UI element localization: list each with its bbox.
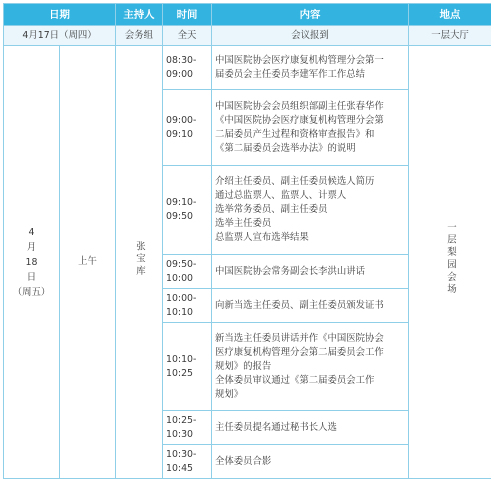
item-content-line: 《第二届委员会选举办法》的说明 (215, 142, 356, 154)
item-time-end: 10:25 (166, 367, 194, 379)
item-content (212, 46, 409, 90)
item-time-start: 09:10- (166, 197, 197, 208)
day2-session-cell (60, 46, 116, 479)
meeting-schedule-table (3, 3, 491, 479)
item-content-line: 规划》的报告 (215, 360, 272, 372)
item-time-start: 10:10- (166, 353, 197, 365)
header-date: 日期 (4, 4, 116, 26)
header-row (4, 4, 492, 26)
item-content-line: 全体委员合影 (215, 455, 272, 467)
registration-date: 4月17日 (22, 29, 60, 41)
item-content-line: 届委员会主任委员李建军作工作总结 (215, 68, 366, 80)
item-content-line: 新当选主任委员讲话并作《中国医院协会 (215, 332, 384, 344)
header-content: 内容 (212, 4, 409, 26)
header-host: 主持人 (116, 4, 163, 26)
day2-session: 上午 (78, 256, 97, 267)
day2-location-cell (409, 46, 492, 479)
item-time-start: 10:30- (166, 448, 197, 460)
item-content-line: 总监票人宣布选举结果 (215, 232, 309, 243)
day2-date-line1: 4 (28, 226, 35, 238)
item-content (212, 90, 409, 166)
day2-date-line2: 月 (26, 241, 37, 253)
item-content-line: 中国医院协会会员组织部副主任张春华作 (215, 100, 384, 112)
item-content (212, 445, 409, 479)
item-time-end: 10:45 (166, 462, 194, 474)
item-content-line: 通过总监票人、监票人、计票人 (215, 190, 347, 201)
item-content (212, 289, 409, 323)
item-content (212, 411, 409, 445)
item-content-line: 选举常务委员、副主任委员 (215, 204, 328, 215)
item-content-line: 向新当选主任委员、副主任委员颁发证书 (215, 299, 384, 311)
day2-date-line4: 日 (26, 271, 37, 283)
day2-date-cell (4, 46, 60, 479)
day2-date-line5: （周五） (12, 286, 51, 298)
item-time (163, 90, 212, 166)
header-time: 时间 (163, 4, 212, 26)
item-time-start: 10:00- (166, 292, 197, 304)
item-content-line: 全体委员审议通过《第二届委员会工作 (215, 374, 375, 386)
item-content-line: 医疗康复机构管理分会第二届委员会工作 (215, 346, 384, 358)
item-time-start: 08:30- (166, 54, 197, 66)
day2-location: 一层梨园会场 (445, 222, 456, 297)
item-content-line: 《中国医院协会医疗康复机构管理分会第 (215, 114, 384, 126)
item-time-end: 09:00 (166, 68, 194, 80)
item-content-line: 中国医院协会医疗康复机构管理分会第一 (215, 54, 384, 66)
item-time (163, 46, 212, 90)
item-time (163, 166, 212, 255)
item-time-start: 10:25- (166, 414, 197, 426)
schedule-wrapper (3, 3, 491, 495)
item-time-end: 10:10 (166, 306, 194, 318)
item-time (163, 289, 212, 323)
item-time (163, 255, 212, 289)
registration-weekday: （周四） (59, 29, 97, 41)
item-content (212, 323, 409, 411)
item-time-end: 10:30 (166, 428, 194, 440)
item-time-end: 09:10 (166, 128, 194, 140)
item-content-line: 选举主任委员 (215, 218, 272, 229)
table-row (4, 46, 492, 90)
day2-date-line3: 18 (25, 256, 38, 268)
item-time (163, 445, 212, 479)
registration-content: 会议报到 (212, 26, 409, 46)
day2-host: 张宝库 (134, 240, 145, 279)
item-time-start: 09:50- (166, 258, 197, 270)
item-time (163, 411, 212, 445)
item-content-line: 主任委员提名通过秘书长人选 (215, 421, 337, 433)
item-time-end: 09:50 (166, 211, 194, 222)
item-content-line: 介绍主任委员、副主任委员候选人简历 (215, 176, 375, 187)
item-time (163, 323, 212, 411)
day2-host-cell (116, 46, 163, 479)
registration-row (4, 26, 492, 46)
item-content (212, 166, 409, 255)
registration-date-cell (4, 26, 116, 46)
header-location: 地点 (409, 4, 492, 26)
registration-location: 一层大厅 (409, 26, 492, 46)
item-content-line: 二届委员产生过程和资格审查报告》和 (215, 128, 375, 140)
item-time-start: 09:00- (166, 114, 197, 126)
registration-host: 会务组 (116, 26, 163, 46)
item-time-end: 10:00 (166, 272, 194, 284)
registration-time: 全天 (163, 26, 212, 46)
item-content-line: 规划》 (215, 388, 244, 400)
item-content-line: 中国医院协会常务副会长李洪山讲话 (215, 265, 366, 277)
item-content (212, 255, 409, 289)
